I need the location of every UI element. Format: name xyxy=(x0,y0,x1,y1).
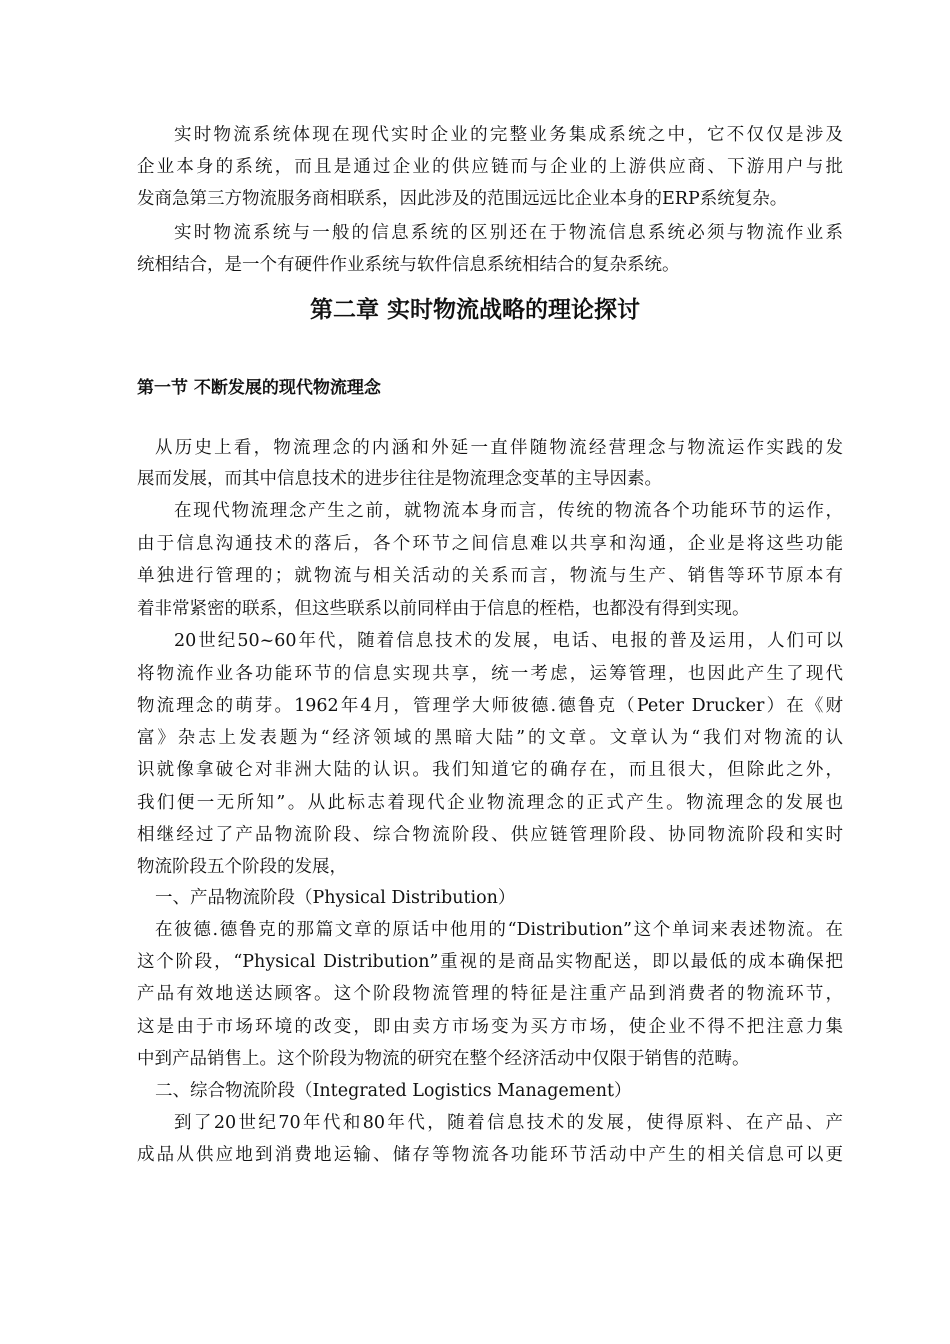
para6-line: 在彼德.德鲁克的那篇文章的原话中他用的“Distribution”这个单词来表述物流。在 xyxy=(155,920,843,940)
para5-line: 20世纪50~60年代，随着信息技术的发展，电话、电报的普及运用，人们可以 xyxy=(174,631,843,651)
para4-line: 在现代物流理念产生之前，就物流本身而言，传统的物流各个功能环节的运作， xyxy=(174,501,843,521)
para7-line: 到了20世纪70年代和80年代，随着信息技术的发展，使得原料、在产品、产 xyxy=(174,1113,843,1133)
para4-line: 由于信息沟通技术的落后，各个环节之间信息难以共享和沟通，企业是将这些功能 xyxy=(137,534,843,554)
para6-line: 这是由于市场环境的改变，即由卖方市场变为买方市场，使企业不得不把注意力集 xyxy=(137,1017,843,1037)
para5-line: 我们便一无所知”。从此标志着现代企业物流理念的正式产生。物流理念的发展也 xyxy=(137,793,843,813)
heading-integrated-logistics: 二、综合物流阶段（Integrated Logistics Management） xyxy=(155,1081,632,1101)
para1-line: 发商急第三方物流服务商相联系，因此涉及的范围远远比企业本身的ERP系统复杂。 xyxy=(137,189,788,209)
para3-line: 从历史上看，物流理念的内涵和外延一直伴随物流经营理念与物流运作实践的发 xyxy=(155,438,843,458)
para6-line: 中到产品销售上。这个阶段为物流的研究在整个经济活动中仅限于销售的范畴。 xyxy=(137,1049,750,1069)
para2-line: 实时物流系统与一般的信息系统的区别还在于物流信息系统必须与物流作业系 xyxy=(174,223,843,243)
chapter-title: 第二章 实时物流战略的理论探讨 xyxy=(309,297,640,323)
para2-line: 统相结合，是一个有硬件作业系统与软件信息系统相结合的复杂系统。 xyxy=(137,255,680,275)
para6-line: 产品有效地送达顾客。这个阶段物流管理的特征是注重产品到消费者的物流环节， xyxy=(137,984,843,1004)
para4-line: 着非常紧密的联系，但这些联系以前同样由于信息的桎梏，也都没有得到实现。 xyxy=(137,599,750,619)
para5-line: 将物流作业各功能环节的信息实现共享，统一考虑，运筹管理，也因此产生了现代 xyxy=(137,664,843,684)
para1-line: 实时物流系统体现在现代实时企业的完整业务集成系统之中，它不仅仅是涉及 xyxy=(174,125,843,145)
para5-line: 富》杂志上发表题为“经济领域的黑暗大陆”的文章。文章认为“我们对物流的认 xyxy=(137,728,843,748)
para7-line: 成品从供应地到消费地运输、储存等物流各功能环节活动中产生的相关信息可以更 xyxy=(137,1145,843,1165)
para5-line: 相继经过了产品物流阶段、综合物流阶段、供应链管理阶段、协同物流阶段和实时 xyxy=(137,825,843,845)
para5-line: 识就像拿破仑对非洲大陆的认识。我们知道它的确存在，而且很大，但除此之外， xyxy=(137,760,843,780)
para1-line: 企业本身的系统，而且是通过企业的供应链而与企业的上游供应商、下游用户与批 xyxy=(137,157,843,177)
para5-line: 物流理念的萌芽。1962年4月，管理学大师彼德.德鲁克（Peter Drucker）在《财 xyxy=(137,696,843,716)
para4-line: 单独进行管理的；就物流与相关活动的关系而言，物流与生产、销售等环节原本有 xyxy=(137,566,843,586)
para3-line: 展而发展，而其中信息技术的进步往往是物流理念变革的主导因素。 xyxy=(137,469,662,489)
heading-physical-distribution: 一、产品物流阶段（Physical Distribution） xyxy=(155,888,516,908)
para5-line: 物流阶段五个阶段的发展， xyxy=(137,857,347,877)
section-title: 第一节 不断发展的现代物流理念 xyxy=(137,378,381,398)
para6-line: 这个阶段，“Physical Distribution”重视的是商品实物配送，即以最低的成本确保把 xyxy=(137,952,843,972)
